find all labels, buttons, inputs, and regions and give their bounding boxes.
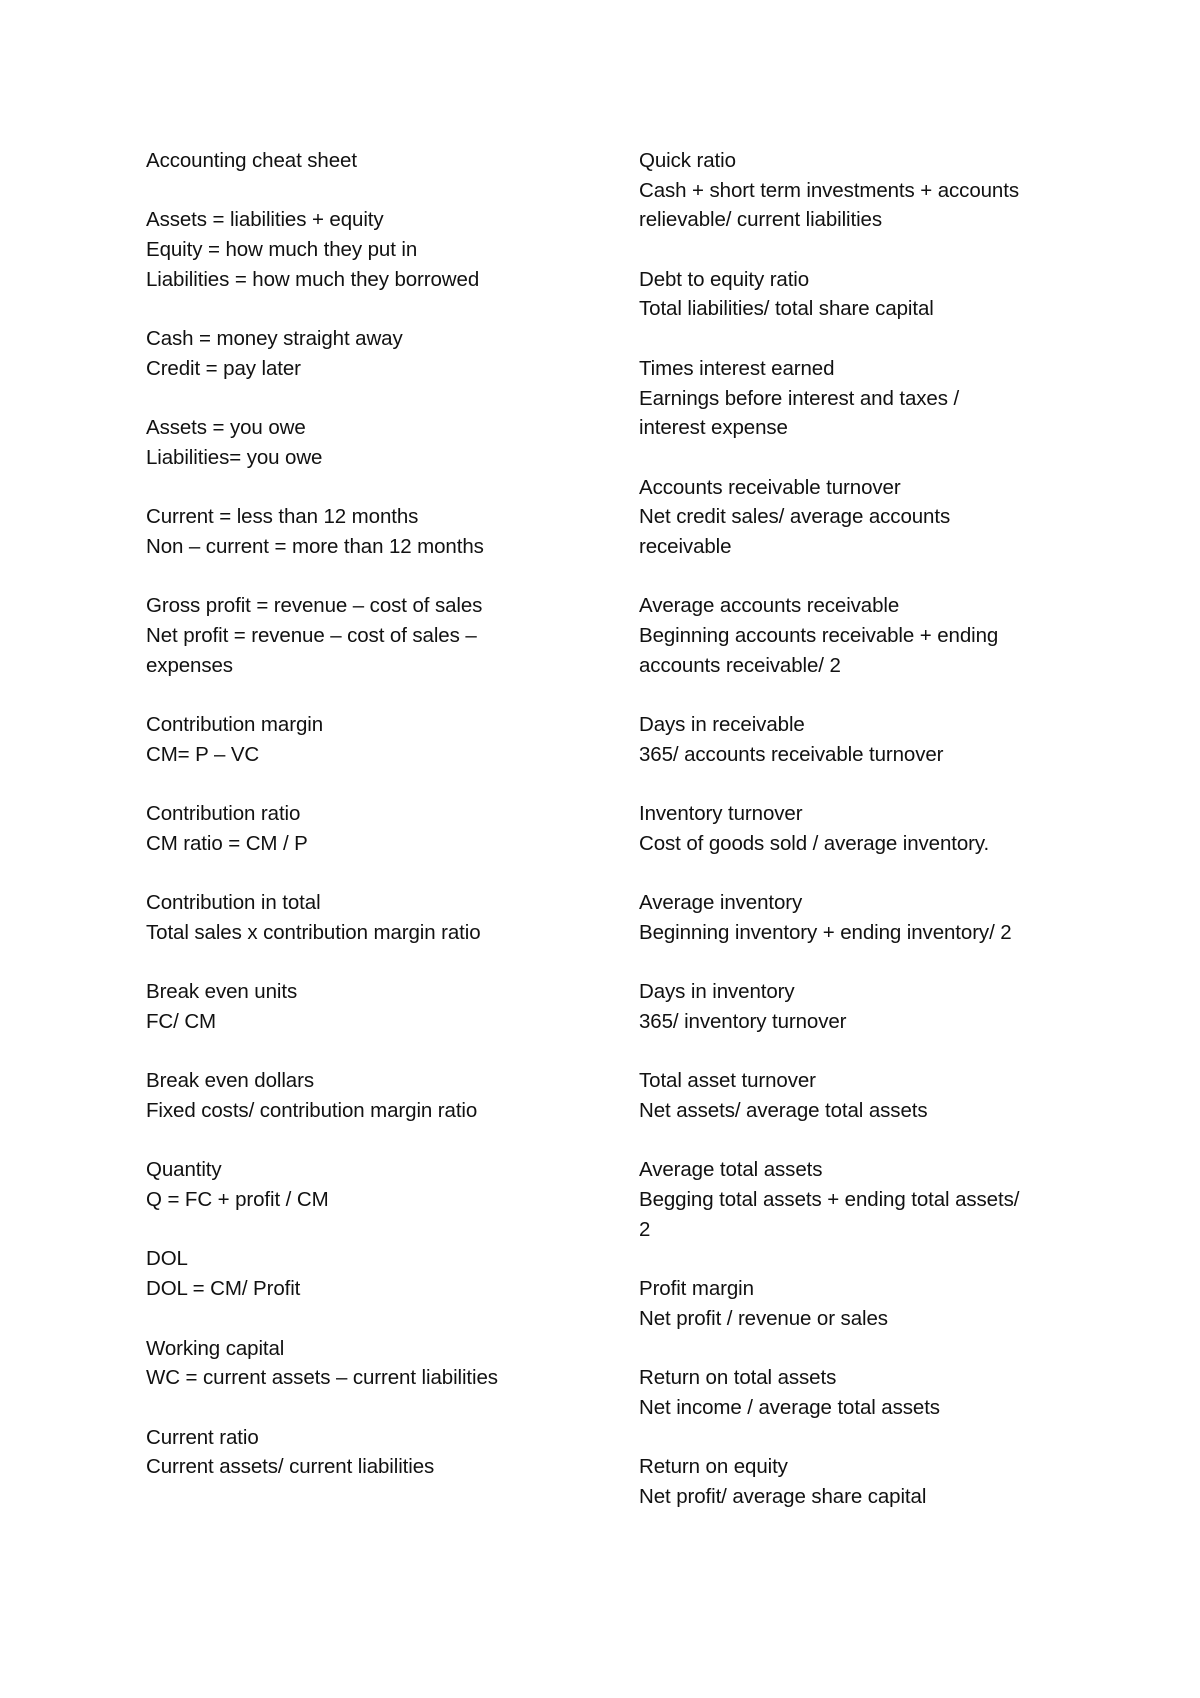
blank-line [146, 680, 616, 710]
text-line: Credit = pay later [146, 356, 301, 380]
blank-line [146, 1215, 616, 1245]
blank-line [146, 769, 616, 799]
text-line: Days in receivable [639, 713, 805, 737]
blank-line [639, 948, 1079, 978]
text-line: Liabilities= you owe [146, 445, 323, 469]
text-line: Average accounts receivable [639, 594, 900, 618]
text-line: Current assets/ current liabilities [146, 1455, 435, 1479]
text-line: 365/ accounts receivable turnover [639, 742, 944, 766]
text-line: Break even units [146, 980, 298, 1004]
text-line: Total sales x contribution margin ratio [146, 920, 481, 944]
blank-line [639, 1037, 1079, 1067]
left-column [146, 146, 616, 1482]
blank-line [639, 680, 1079, 710]
text-line: Begging total assets + ending total assets/ [639, 1188, 1020, 1212]
text-line: Net profit = revenue – cost of sales – [146, 624, 477, 647]
right-column [639, 146, 1079, 1512]
blank-line [146, 1304, 616, 1334]
text-line: DOL = CM/ Profit [146, 1277, 301, 1301]
text-line: Inventory turnover [639, 802, 803, 826]
text-line: Cost of goods sold / average inventory. [639, 831, 990, 855]
blank-line [146, 473, 616, 503]
text-line: Net credit sales/ average accounts [639, 505, 951, 529]
text-line: Assets = you owe [146, 416, 306, 440]
text-line: Debt to equity ratio [639, 267, 810, 291]
text-line: CM ratio = CM / P [146, 831, 308, 855]
text-line: FC/ CM [146, 1009, 216, 1033]
text-line: Accounts receivable turnover [639, 475, 901, 499]
blank-line [639, 562, 1079, 592]
text-line: Current ratio [146, 1425, 259, 1449]
text-line: Fixed costs/ contribution margin ratio [146, 1099, 478, 1122]
text-line: Days in inventory [639, 980, 795, 1004]
text-line: Net income / average total assets [639, 1395, 940, 1419]
blank-line [146, 176, 616, 206]
text-line: Beginning accounts receivable + ending [639, 624, 999, 647]
text-line: Net assets/ average total assets [639, 1099, 928, 1122]
text-line: Non – current = more than 12 months [146, 534, 484, 558]
text-line: accounts receivable/ 2 [639, 653, 841, 677]
blank-line [146, 562, 616, 592]
text-line: Cash + short term investments + accounts [639, 178, 1019, 202]
blank-line [146, 384, 616, 414]
text-line: relievable/ current liabilities [639, 208, 883, 232]
text-line: Contribution margin [146, 713, 323, 737]
text-line: Total liabilities/ total share capital [639, 297, 934, 321]
blank-line [639, 235, 1079, 265]
text-line: Times interest earned [639, 356, 835, 380]
text-line: Net profit / revenue or sales [639, 1306, 888, 1330]
text-line: Current = less than 12 months [146, 505, 419, 529]
text-line: Assets = liabilities + equity [146, 208, 384, 232]
text-line: WC = current assets – current liabilities [146, 1366, 498, 1390]
text-line: interest expense [639, 416, 788, 440]
text-line: Equity = how much they put in [146, 238, 418, 262]
blank-line [146, 1393, 616, 1423]
blank-line [146, 1037, 616, 1067]
document-title: Accounting cheat sheet [146, 149, 357, 172]
text-line: Quantity [146, 1158, 222, 1182]
text-line: Quick ratio [639, 149, 736, 172]
text-line: Net profit/ average share capital [639, 1484, 927, 1508]
blank-line [146, 1126, 616, 1156]
text-line: Q = FC + profit / CM [146, 1188, 329, 1212]
text-line: Contribution ratio [146, 802, 301, 826]
blank-line [639, 1423, 1079, 1453]
blank-line [639, 1244, 1079, 1274]
blank-line [639, 1334, 1079, 1364]
text-line: Average inventory [639, 891, 803, 915]
text-line: Contribution in total [146, 891, 321, 915]
text-line: 365/ inventory turnover [639, 1009, 847, 1033]
blank-line [639, 443, 1079, 473]
text-line: Return on equity [639, 1455, 788, 1479]
text-line: Profit margin [639, 1277, 754, 1301]
blank-line [639, 769, 1079, 799]
blank-line [146, 948, 616, 978]
text-line: Cash = money straight away [146, 327, 403, 351]
blank-line [639, 1126, 1079, 1156]
text-line: Average total assets [639, 1158, 823, 1182]
text-line: DOL [146, 1247, 188, 1271]
text-line: Liabilities = how much they borrowed [146, 267, 480, 291]
text-line: receivable [639, 534, 732, 558]
text-line: CM= P – VC [146, 742, 260, 766]
text-line: 2 [639, 1217, 651, 1241]
blank-line [146, 859, 616, 889]
text-line: Earnings before interest and taxes / [639, 386, 960, 410]
text-line: Working capital [146, 1336, 285, 1360]
text-line: Beginning inventory + ending inventory/ 2 [639, 920, 1012, 944]
text-line: Return on total assets [639, 1366, 837, 1390]
text-line: Break even dollars [146, 1069, 314, 1093]
blank-line [639, 324, 1079, 354]
text-line: Gross profit = revenue – cost of sales [146, 594, 483, 618]
text-line: expenses [146, 653, 233, 677]
text-line: Total asset turnover [639, 1069, 816, 1093]
blank-line [639, 859, 1079, 889]
blank-line [146, 294, 616, 324]
